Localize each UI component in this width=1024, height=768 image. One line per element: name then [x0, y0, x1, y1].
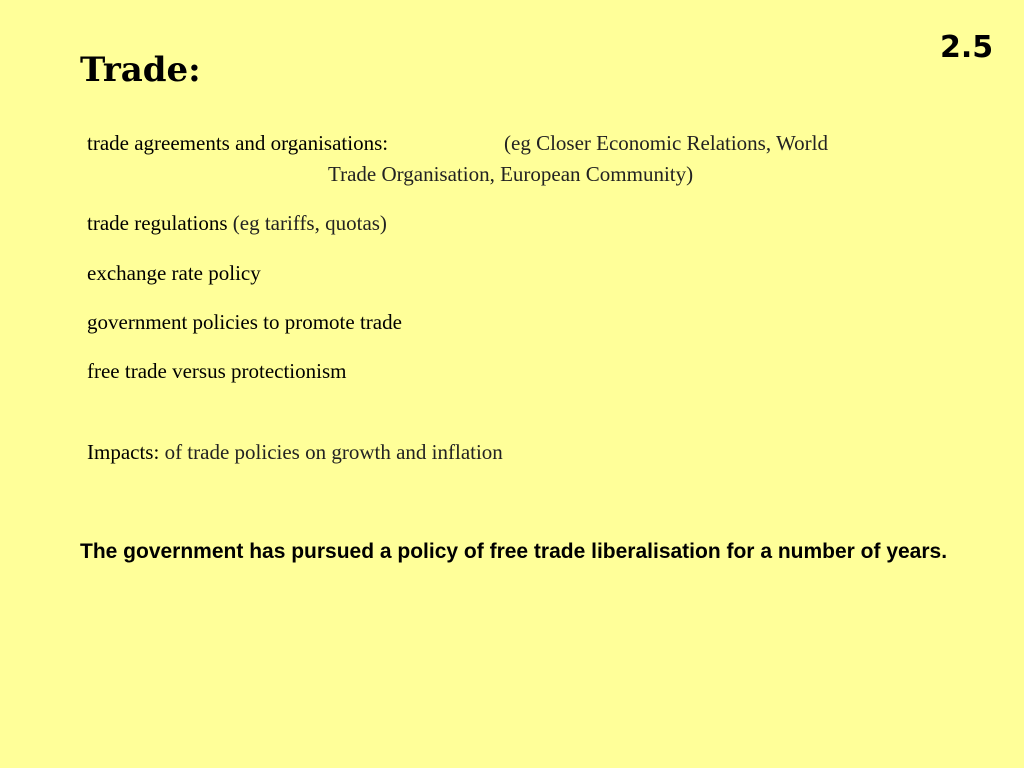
topic-term: exchange rate policy [87, 261, 261, 285]
policy-statement: The government has pursued a policy of free trade liberalisation for a number of years. [80, 540, 948, 563]
impacts-detail: of trade policies on growth and inflation [164, 440, 503, 464]
topic-detail-line1: (eg Closer Economic Relations, World [504, 131, 828, 155]
topic-detail: (eg tariffs, quotas) [232, 211, 387, 235]
topic-term: trade agreements and organisations: [87, 131, 389, 155]
slide-number: 2.5 [940, 30, 994, 65]
impacts-line [87, 437, 503, 467]
topic-detail-line2: Trade Organisation, European Community) [328, 162, 694, 186]
topic-item-trade-agreements [87, 128, 907, 186]
topic-term: trade regulations [87, 211, 228, 235]
topic-item-trade-regulations [87, 208, 387, 238]
topic-term: government policies to promote trade [87, 310, 402, 334]
impacts-term: Impacts: [87, 440, 160, 464]
topic-item-exchange-rate [87, 258, 261, 288]
topic-item-free-trade [87, 356, 347, 386]
topic-item-government-policies [87, 307, 402, 337]
topic-term: free trade versus protectionism [87, 359, 347, 383]
slide-title: Trade: [80, 50, 201, 90]
